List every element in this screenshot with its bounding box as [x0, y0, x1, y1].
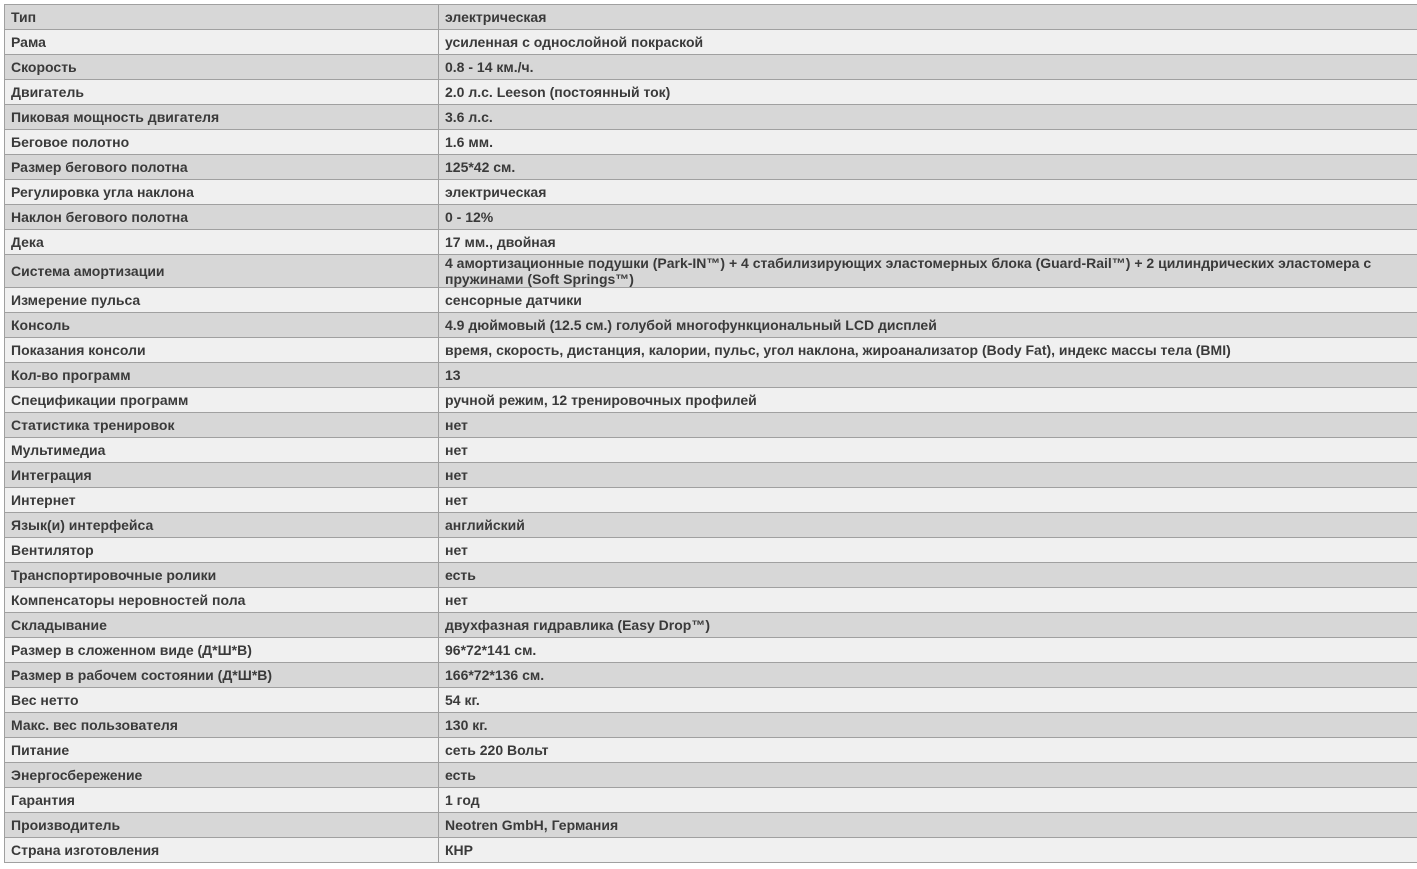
spec-value: электрическая	[439, 5, 1417, 30]
spec-label: Спецификации программ	[5, 388, 439, 413]
spec-value: английский	[439, 513, 1417, 538]
spec-value: 2.0 л.с. Leeson (постоянный ток)	[439, 80, 1417, 105]
spec-row	[5, 588, 1417, 613]
spec-label: Интернет	[5, 488, 439, 513]
spec-row	[5, 180, 1417, 205]
spec-row	[5, 230, 1417, 255]
spec-label: Размер бегового полотна	[5, 155, 439, 180]
spec-label: Складывание	[5, 613, 439, 638]
spec-value: усиленная с однослойной покраской	[439, 30, 1417, 55]
spec-row	[5, 613, 1417, 638]
spec-value: есть	[439, 763, 1417, 788]
spec-row	[5, 513, 1417, 538]
spec-value: 0.8 - 14 км./ч.	[439, 55, 1417, 80]
spec-value: 3.6 л.с.	[439, 105, 1417, 130]
spec-value: нет	[439, 538, 1417, 563]
spec-row	[5, 713, 1417, 738]
spec-row	[5, 563, 1417, 588]
spec-label: Транспортировочные ролики	[5, 563, 439, 588]
spec-row	[5, 255, 1417, 288]
spec-row	[5, 463, 1417, 488]
spec-row	[5, 738, 1417, 763]
spec-value: нет	[439, 413, 1417, 438]
spec-value: нет	[439, 588, 1417, 613]
spec-row	[5, 663, 1417, 688]
spec-value: ручной режим, 12 тренировочных профилей	[439, 388, 1417, 413]
spec-row	[5, 130, 1417, 155]
spec-row	[5, 788, 1417, 813]
spec-value: 125*42 см.	[439, 155, 1417, 180]
spec-label: Двигатель	[5, 80, 439, 105]
spec-label: Дека	[5, 230, 439, 255]
spec-row	[5, 388, 1417, 413]
spec-row	[5, 638, 1417, 663]
spec-row	[5, 838, 1417, 863]
spec-value: 166*72*136 см.	[439, 663, 1417, 688]
spec-row	[5, 105, 1417, 130]
spec-value: 130 кг.	[439, 713, 1417, 738]
spec-label: Скорость	[5, 55, 439, 80]
spec-label: Рама	[5, 30, 439, 55]
spec-label: Энергосбережение	[5, 763, 439, 788]
spec-label: Беговое полотно	[5, 130, 439, 155]
spec-value: время, скорость, дистанция, калории, пульс, угол наклона, жироанализатор (Body Fat), индекс массы тела (BMI)	[439, 338, 1417, 363]
spec-label: Вентилятор	[5, 538, 439, 563]
spec-row	[5, 205, 1417, 230]
spec-label: Производитель	[5, 813, 439, 838]
spec-row	[5, 155, 1417, 180]
spec-row	[5, 5, 1417, 30]
spec-label: Мультимедиа	[5, 438, 439, 463]
spec-row	[5, 813, 1417, 838]
spec-value: двухфазная гидравлика (Easy Drop™)	[439, 613, 1417, 638]
spec-table	[4, 4, 1417, 863]
spec-value: нет	[439, 488, 1417, 513]
spec-row	[5, 688, 1417, 713]
spec-label: Пиковая мощность двигателя	[5, 105, 439, 130]
spec-row	[5, 363, 1417, 388]
spec-label: Питание	[5, 738, 439, 763]
spec-value: 13	[439, 363, 1417, 388]
spec-value: 1 год	[439, 788, 1417, 813]
spec-table-body	[5, 5, 1417, 863]
spec-label: Страна изготовления	[5, 838, 439, 863]
spec-label: Размер в сложенном виде (Д*Ш*В)	[5, 638, 439, 663]
spec-row	[5, 763, 1417, 788]
spec-label: Размер в рабочем состоянии (Д*Ш*В)	[5, 663, 439, 688]
spec-row	[5, 313, 1417, 338]
spec-label: Измерение пульса	[5, 288, 439, 313]
spec-label: Система амортизации	[5, 255, 439, 288]
spec-value: сеть 220 Вольт	[439, 738, 1417, 763]
spec-value: 54 кг.	[439, 688, 1417, 713]
spec-value: нет	[439, 463, 1417, 488]
spec-row	[5, 538, 1417, 563]
spec-label: Компенсаторы неровностей пола	[5, 588, 439, 613]
spec-label: Вес нетто	[5, 688, 439, 713]
spec-label: Макс. вес пользователя	[5, 713, 439, 738]
spec-row	[5, 413, 1417, 438]
spec-value: есть	[439, 563, 1417, 588]
spec-value: 17 мм., двойная	[439, 230, 1417, 255]
spec-row	[5, 55, 1417, 80]
spec-label: Регулировка угла наклона	[5, 180, 439, 205]
spec-label: Показания консоли	[5, 338, 439, 363]
spec-value: 4.9 дюймовый (12.5 см.) голубой многофункциональный LCD дисплей	[439, 313, 1417, 338]
spec-label: Язык(и) интерфейса	[5, 513, 439, 538]
spec-label: Тип	[5, 5, 439, 30]
spec-label: Статистика тренировок	[5, 413, 439, 438]
spec-value: 0 - 12%	[439, 205, 1417, 230]
spec-label: Интеграция	[5, 463, 439, 488]
spec-value: КНР	[439, 838, 1417, 863]
spec-row	[5, 488, 1417, 513]
spec-label: Кол-во программ	[5, 363, 439, 388]
spec-value: электрическая	[439, 180, 1417, 205]
spec-value: 4 амортизационные подушки (Park-IN™) + 4 стабилизирующих эластомерных блока (Guard-Rail™) + 2 цилиндрических эластомера с пружинами (Soft Springs™)	[439, 255, 1417, 288]
spec-value: 1.6 мм.	[439, 130, 1417, 155]
spec-row	[5, 338, 1417, 363]
spec-value: нет	[439, 438, 1417, 463]
spec-row	[5, 288, 1417, 313]
spec-row	[5, 30, 1417, 55]
spec-label: Консоль	[5, 313, 439, 338]
spec-row	[5, 80, 1417, 105]
spec-value: сенсорные датчики	[439, 288, 1417, 313]
spec-label: Гарантия	[5, 788, 439, 813]
spec-row	[5, 438, 1417, 463]
spec-label: Наклон бегового полотна	[5, 205, 439, 230]
spec-value: Neotren GmbH, Германия	[439, 813, 1417, 838]
spec-value: 96*72*141 см.	[439, 638, 1417, 663]
